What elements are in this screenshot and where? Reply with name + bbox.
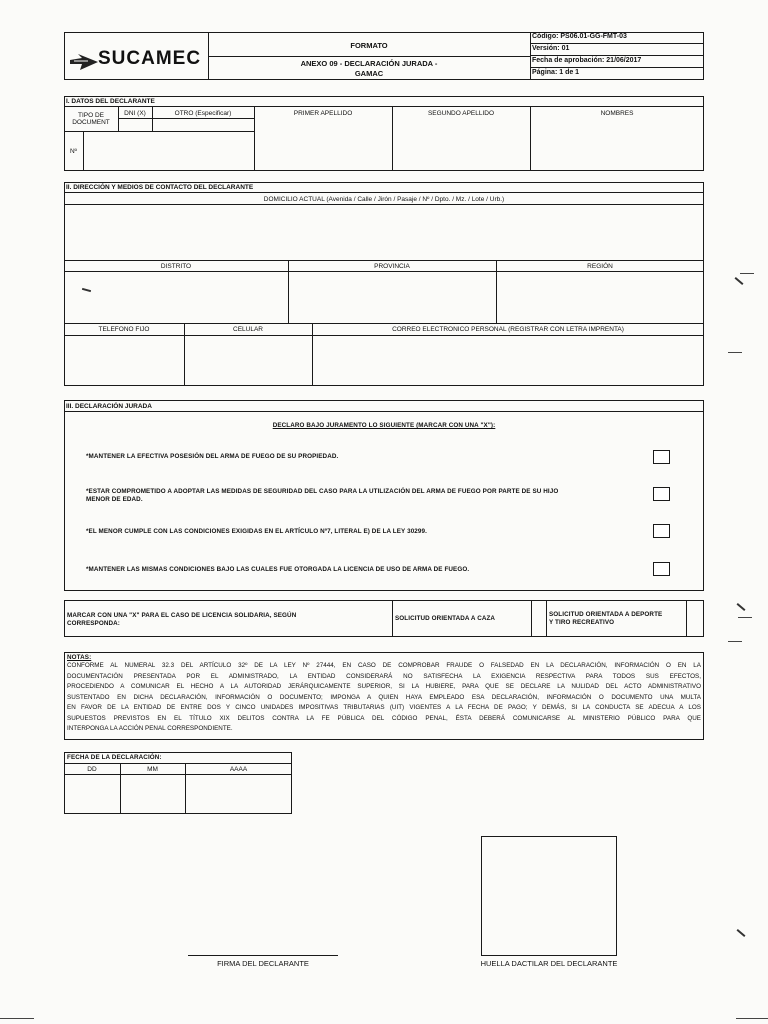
distrito-input[interactable] xyxy=(66,273,286,321)
margin-tick xyxy=(738,617,752,618)
section3-title: III. DECLARACIÓN JURADA xyxy=(66,403,152,410)
firma-area[interactable] xyxy=(188,880,338,954)
telefono-top-line xyxy=(64,323,704,324)
mm-input[interactable] xyxy=(122,777,184,812)
celular-label: CELULAR xyxy=(233,326,263,333)
header-divider-2 xyxy=(530,32,531,80)
dd-label: DD xyxy=(87,766,97,773)
primer-apellido-label: PRIMER APELLIDO xyxy=(293,110,353,117)
lic-v3 xyxy=(546,600,547,637)
logo-text: SUCAMEC xyxy=(98,48,202,69)
header-hline-formato xyxy=(208,56,530,57)
numero-label: Nº xyxy=(69,148,78,155)
licencia-marcar-text: MARCAR CON UNA "X" PARA EL CASO DE LICENCIA SOLIDARIA, SEGÚN xyxy=(67,612,297,619)
pagina: Página: 1 de 1 xyxy=(532,69,580,76)
declaracion-item-2-checkbox[interactable] xyxy=(653,487,670,501)
otro-label: OTRO (Especificar) xyxy=(174,110,232,117)
lic-v1 xyxy=(392,600,393,637)
declaro-intro: DECLARO BAJO JURAMENTO LO SIGUIENTE (MARCAR CON UNA "X"): xyxy=(272,422,496,429)
pen-mark xyxy=(737,603,746,611)
segundo-apellido-label: SEGUNDO APELLIDO xyxy=(427,110,495,117)
document-title-line1: ANEXO 09 - DECLARACIÓN JURADA - xyxy=(300,59,438,68)
nombres-label: NOMBRES xyxy=(600,110,634,117)
document-title-line2: GAMAC xyxy=(354,69,384,78)
domicilio-label: DOMICILIO ACTUAL (Avenida / Calle / Jirón / Pasaje / Nº / Dpto. / Mz. / Lote / Urb.) xyxy=(263,196,505,203)
sucamec-logo xyxy=(66,46,206,72)
telefono-label: TELEFONO FIJO xyxy=(98,326,150,333)
correo-label: CORREO ELECTRONICO PERSONAL (REGISTRAR CON LETRA IMPRENTA) xyxy=(392,326,624,333)
provincia-input[interactable] xyxy=(290,273,494,321)
mm-label: MM xyxy=(147,766,158,773)
tipo-documento-label: TIPO DE DOCUMENT xyxy=(72,112,110,127)
notas-line-4: SUSTENTADO EN DICHA DECLARACIÓN, INFORMACIÓN O DOCUMENTO; IMPONGA A QUIEN HAYA EMPLEADO ESA DECLARACIÓN, INFORMACIÓN O DOCUMENTO UNA MULTA xyxy=(67,693,701,701)
firma-line xyxy=(188,955,338,956)
margin-tick xyxy=(0,1018,34,1019)
notas-line-2: DOCUMENTACIÓN PRESENTADA POR EL ADMINISTRADO, LA ENTIDAD CONSIDERARÁ NO SATISFECHA LA EXIGENCIA RESPECTIVA PARA TODOS SUS EFECTOS, xyxy=(67,672,701,680)
notas-line-6: SUPUESTOS PREVISTOS EN EL TÍTULO XIX DELITOS CONTRA LA FE PÚBLICA DEL CÓDIGO PENAL, ÉSTA DEBERÁ COMUNICARSE AL MINISTERIO PÚBLICO PARA QUE xyxy=(67,714,701,722)
dni-label: DNI (X) xyxy=(124,110,146,117)
pen-mark xyxy=(737,929,746,937)
distrito-label: DISTRITO xyxy=(160,263,192,270)
fecha-aprobacion: Fecha de aprobación: 21/06/2017 xyxy=(532,57,642,64)
pen-mark xyxy=(735,277,744,285)
telefono-header-line xyxy=(64,335,704,336)
celular-input[interactable] xyxy=(186,337,310,384)
declaracion-item-2: *ESTAR COMPROMETIDO A ADOPTAR LAS MEDIDAS DE SEGURIDAD DEL CASO PARA LA UTILIZACIÓN DEL ARMA DE FUEGO POR PARTE DE SU HIJO xyxy=(86,488,559,495)
aaaa-label: AAAA xyxy=(229,766,248,773)
declaracion-item-4-checkbox[interactable] xyxy=(653,562,670,576)
notas-title: NOTAS: xyxy=(67,654,92,661)
solicitud-deporte-label: SOLICITUD ORIENTADA A DEPORTE xyxy=(549,611,663,618)
notas-line-3: PROCEDIENDO A COMUNICAR EL HECHO A LA AUTORIDAD JERÁRQUICAMENTE SUPERIOR, SI LA HUBIERE, PARA QUE SE DECLARE LA NULIDAD DEL ACTO ADMINISTRATIVO xyxy=(67,683,701,690)
declaracion-item-2-cont: MENOR DE EDAD. xyxy=(86,496,143,503)
notas-line-1: CONFORME AL NUMERAL 32.3 DEL ARTÍCULO 32º DE LA LEY Nº 27444, EN CASO DE COMPROBAR FRAUDE O FALSEDAD EN LA DECLARACIÓN, INFORMACIÓN O EN LA xyxy=(67,662,701,669)
region-label: REGIÓN xyxy=(587,263,613,270)
otro-input[interactable] xyxy=(153,120,253,131)
correo-input[interactable] xyxy=(314,337,702,384)
header-hline-a xyxy=(530,43,704,44)
firma-label: FIRMA DEL DECLARANTE xyxy=(217,959,309,968)
solicitud-caza-label: SOLICITUD ORIENTADA A CAZA xyxy=(395,615,496,622)
dni-input[interactable] xyxy=(119,120,152,131)
huella-label: HUELLA DACTILAR DEL DECLARANTE xyxy=(480,959,618,968)
formato-label: FORMATO xyxy=(350,41,388,50)
section1-title-underline xyxy=(64,96,704,107)
distrito-header-line xyxy=(64,271,704,272)
header-hline-b xyxy=(530,55,704,56)
declaracion-item-1-checkbox[interactable] xyxy=(653,450,670,464)
declaracion-item-3-checkbox[interactable] xyxy=(653,524,670,538)
segundo-apellido-input[interactable] xyxy=(393,120,529,170)
margin-tick xyxy=(736,1018,768,1019)
solicitud-deporte-label-cont: Y TIRO RECREATIVO xyxy=(549,619,615,626)
domicilio-input[interactable] xyxy=(66,206,702,259)
version: Versión: 01 xyxy=(532,45,570,52)
distrito-top-line xyxy=(64,260,704,261)
provincia-label: PROVINCIA xyxy=(374,263,410,270)
notas-line-5: EN FAVOR DE LA ENTIDAD DE ENTRE DOS Y CINCO UNIDADES IMPOSITIVAS TRIBUTARIAS (UIT) VIGENTES A LA FECHA DE PAGO; Y DEMÁS, SI LA CONDUCTA SE ADECUA A LOS xyxy=(67,704,701,711)
solicitud-caza-checkbox[interactable] xyxy=(532,601,546,636)
margin-tick xyxy=(728,352,742,353)
declaracion-item-4: *MANTENER LAS MISMAS CONDICIONES BAJO LAS CUALES FUE OTORGADA LA LICENCIA DE USO DE ARMA DE FUEGO. xyxy=(86,566,470,573)
solicitud-deporte-checkbox[interactable] xyxy=(687,601,703,636)
licencia-marcar-text-cont: CORRESPONDA: xyxy=(67,620,120,627)
section1-title: I. DATOS DEL DECLARANTE xyxy=(66,98,155,105)
section2-title: II. DIRECCIÓN Y MEDIOS DE CONTACTO DEL DECLARANTE xyxy=(66,184,254,191)
nombres-input[interactable] xyxy=(531,120,703,170)
header-hline-c xyxy=(530,67,704,68)
logo-emblem-icon xyxy=(68,50,102,72)
dd-input[interactable] xyxy=(66,777,119,812)
region-input[interactable] xyxy=(498,273,702,321)
huella-box[interactable] xyxy=(481,836,617,956)
numero-documento-input[interactable] xyxy=(84,133,253,170)
declaracion-item-3: *EL MENOR CUMPLE CON LAS CONDICIONES EXIGIDAS EN EL ARTÍCULO Nº7, LITERAL E) DE LA LEY 30299. xyxy=(86,528,427,535)
fecha-title: FECHA DE LA DECLARACIÓN: xyxy=(67,754,162,761)
primer-apellido-input[interactable] xyxy=(255,120,391,170)
telefono-input[interactable] xyxy=(66,337,182,384)
codigo: Código: PS06.01-GG-FMT-03 xyxy=(532,33,627,40)
declaracion-item-1: *MANTENER LA EFECTIVA POSESIÓN DEL ARMA DE FUEGO DE SU PROPIEDAD. xyxy=(86,453,339,460)
margin-tick xyxy=(740,273,754,274)
notas-line-7: INTERPONGA LA ACCIÓN PENAL CORRESPONDIENTE. xyxy=(67,725,233,732)
aaaa-input[interactable] xyxy=(187,777,290,812)
section3-title-underline xyxy=(64,400,704,412)
margin-tick xyxy=(728,641,742,642)
